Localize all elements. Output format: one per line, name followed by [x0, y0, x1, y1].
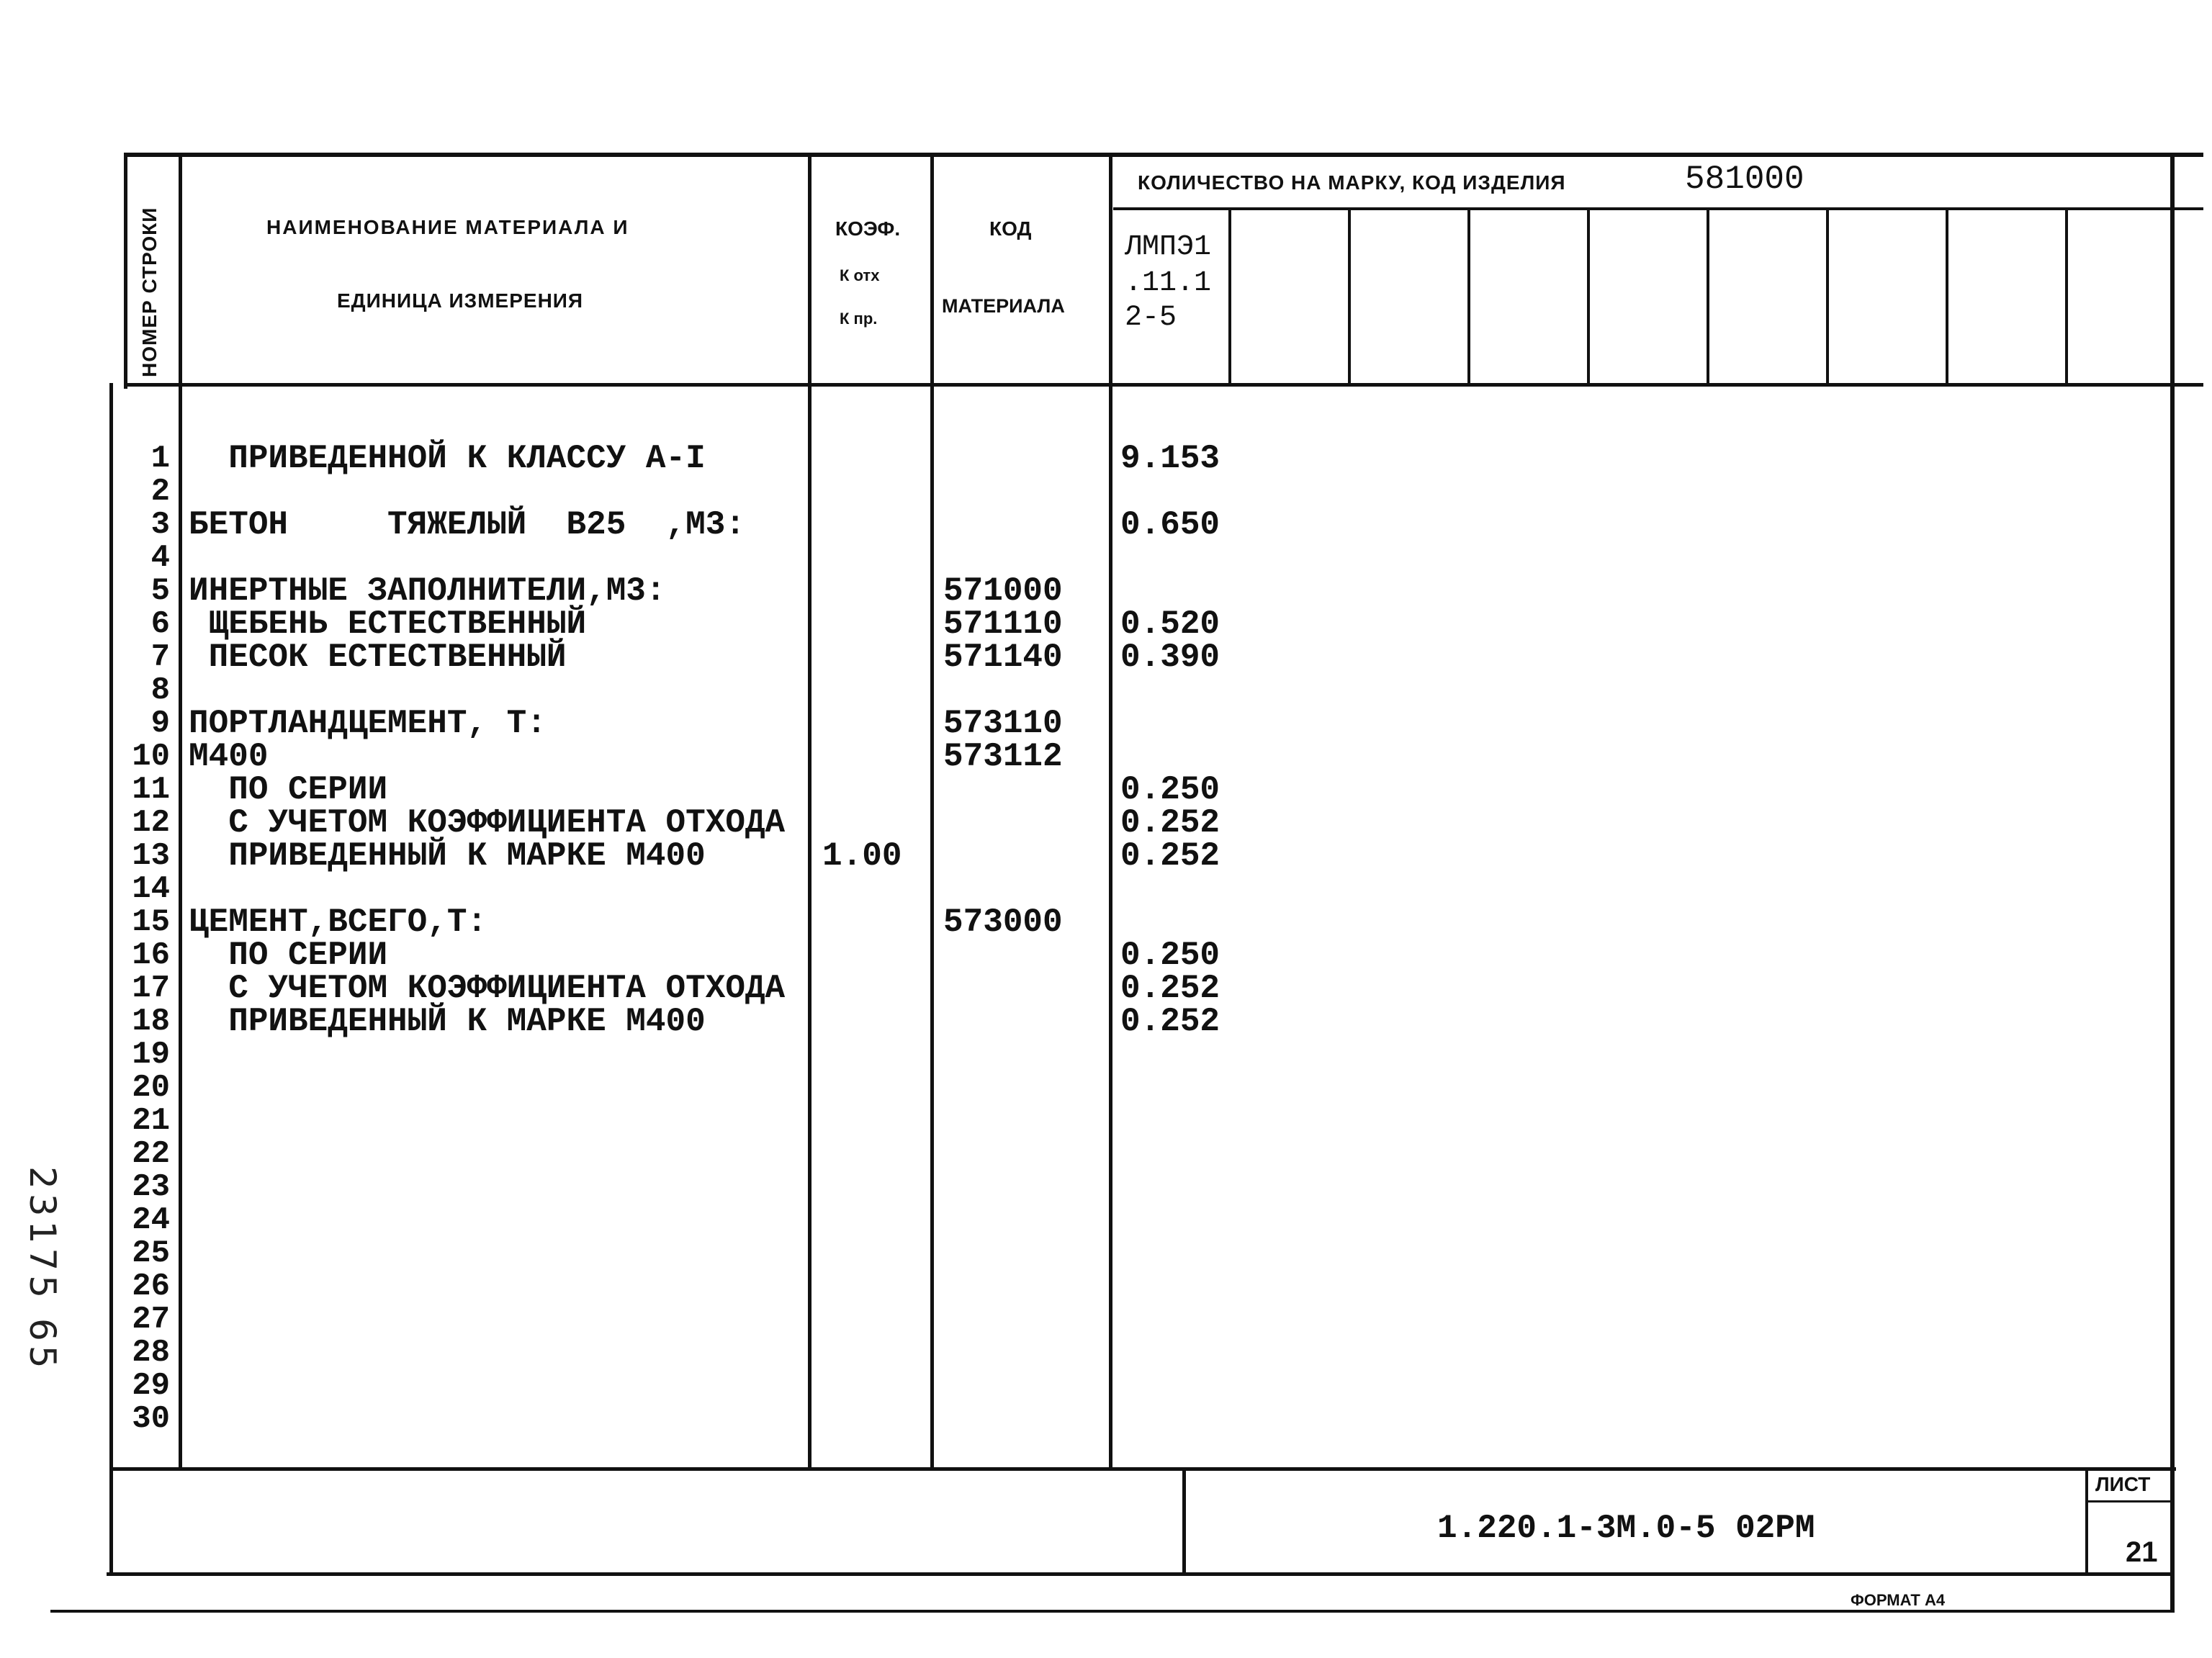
sheet-box-line [2085, 1469, 2088, 1575]
quantity-value: 0.250 [1120, 937, 1220, 974]
material-name: С УЧЕТОМ КОЭФФИЦИЕНТА ОТХОДА [189, 970, 786, 1007]
row-number: 19 [132, 1037, 170, 1073]
row-number: 4 [150, 540, 170, 576]
row-number: 13 [132, 838, 170, 874]
material-code: 571000 [943, 572, 1063, 610]
material-code: 573110 [943, 705, 1063, 742]
product-mark-line3: 2-5 [1125, 302, 1177, 334]
product-col-4 [1587, 207, 1590, 386]
material-name: ИНЕРТНЫЕ ЗАПОЛНИТЕЛИ,М3: [189, 572, 666, 610]
product-mark-line2: .11.1 [1125, 267, 1212, 299]
product-col-7 [1946, 207, 1948, 386]
coef-header-line1: КОЭФ. [835, 217, 901, 240]
row-number: 18 [132, 1004, 170, 1040]
material-name: ЩЕБЕНЬ ЕСТЕСТВЕННЫЙ [189, 605, 587, 643]
product-col-8 [2065, 207, 2068, 386]
material-code: 571140 [943, 639, 1063, 676]
row-number: 28 [132, 1335, 170, 1371]
row-number: 17 [132, 970, 170, 1006]
coefficient-value: 1.00 [822, 837, 902, 875]
code-header-line1: КОД [989, 217, 1032, 240]
sheet-label-line [2085, 1500, 2175, 1502]
header-divider [124, 383, 2203, 387]
material-code: 573000 [943, 904, 1063, 941]
row-number: 16 [132, 937, 170, 973]
frame-bottom-line [107, 1572, 2175, 1576]
coef-header-line2: К отх [840, 266, 880, 284]
product-col-3 [1467, 207, 1470, 386]
material-code: 571110 [943, 605, 1063, 643]
row-number: 20 [132, 1070, 170, 1106]
row-number: 24 [132, 1202, 170, 1238]
format-label: ФОРМАТ А4 [1851, 1591, 1946, 1609]
row-number: 8 [150, 672, 170, 708]
name-col-line [808, 153, 811, 1470]
document-code: 1.220.1-3М.0-5 02РМ [1437, 1510, 1815, 1547]
coef-header-line3: К пр. [840, 310, 878, 328]
material-name: С УЧЕТОМ КОЭФФИЦИЕНТА ОТХОДА [189, 804, 786, 842]
material-name: М400 [189, 738, 269, 775]
quantity-value: 0.250 [1120, 771, 1220, 808]
quantity-header: КОЛИЧЕСТВО НА МАРКУ, КОД ИЗДЕЛИЯ [1138, 171, 1566, 194]
material-name: ПО СЕРИИ [189, 771, 388, 808]
page-bottom-line [50, 1610, 2175, 1613]
sheet-label: ЛИСТ [2095, 1473, 2151, 1495]
material-name: ПРИВЕДЕННЫЙ К МАРКЕ М400 [189, 1003, 706, 1040]
material-name: ПОРТЛАНДЦЕМЕНТ, Т: [189, 705, 547, 742]
coef-col-line [930, 153, 934, 1470]
material-name: ЦЕМЕНТ,ВСЕГО,Т: [189, 904, 487, 941]
material-name: ПРИВЕДЕННОЙ К КЛАССУ А-I [189, 440, 706, 477]
row-number: 10 [132, 739, 170, 775]
archive-number-note: 23175 65 [22, 1166, 63, 1373]
row-number: 2 [150, 474, 170, 510]
row-number: 15 [132, 904, 170, 940]
code-col-line [1109, 153, 1112, 1470]
material-name: ПЕСОК ЕСТЕСТВЕННЫЙ [189, 639, 567, 676]
row-number: 29 [132, 1368, 170, 1404]
row-number: 5 [150, 573, 170, 609]
row-number-header: НОМЕР СТРОКИ [138, 207, 161, 377]
row-number: 22 [132, 1136, 170, 1172]
product-code: 581000 [1685, 161, 1804, 198]
row-number: 6 [150, 606, 170, 642]
product-col-5 [1707, 207, 1709, 386]
product-col-6 [1826, 207, 1829, 386]
quantity-value: 0.252 [1120, 970, 1220, 1007]
body-bottom-line [109, 1467, 2176, 1471]
qty-subheader-line [1113, 207, 2203, 210]
product-col-1 [1228, 207, 1231, 386]
rownum-col-line [179, 153, 182, 1470]
quantity-value: 0.252 [1120, 804, 1220, 842]
row-number: 11 [132, 772, 170, 808]
quantity-value: 9.153 [1120, 440, 1220, 477]
code-header-line2: МАТЕРИАЛА [942, 295, 1065, 317]
row-number: 3 [150, 507, 170, 543]
material-name: БЕТОН ТЯЖЕЛЫЙ В25 ,М3: [189, 506, 745, 544]
row-number: 27 [132, 1302, 170, 1338]
quantity-value: 0.650 [1120, 506, 1220, 544]
quantity-value: 0.520 [1120, 605, 1220, 643]
right-border [2170, 153, 2175, 1613]
row-number: 25 [132, 1235, 170, 1271]
row-number: 7 [150, 639, 170, 675]
name-header-line2: ЕДИНИЦА ИЗМЕРЕНИЯ [337, 289, 584, 312]
name-header-line1: НАИМЕНОВАНИЕ МАТЕРИАЛА И [266, 216, 629, 238]
row-number: 26 [132, 1269, 170, 1305]
row-number: 30 [132, 1401, 170, 1437]
row-number: 12 [132, 805, 170, 841]
product-mark-line1: ЛМПЭ1 [1125, 231, 1212, 263]
left-border-lower [109, 383, 113, 1575]
row-number: 14 [132, 871, 170, 907]
footer-divider [1182, 1469, 1186, 1575]
quantity-value: 0.252 [1120, 1003, 1220, 1040]
product-col-2 [1348, 207, 1351, 386]
row-number: 23 [132, 1169, 170, 1205]
material-code: 573112 [943, 738, 1063, 775]
row-number: 1 [150, 441, 170, 477]
top-border [124, 153, 2203, 157]
material-name: ПРИВЕДЕННЫЙ К МАРКЕ М400 [189, 837, 706, 875]
quantity-value: 0.390 [1120, 639, 1220, 676]
material-name: ПО СЕРИИ [189, 937, 388, 974]
row-number: 21 [132, 1103, 170, 1139]
quantity-value: 0.252 [1120, 837, 1220, 875]
sheet-number: 21 [2126, 1536, 2158, 1568]
row-number: 9 [150, 706, 170, 742]
left-border [124, 153, 127, 389]
